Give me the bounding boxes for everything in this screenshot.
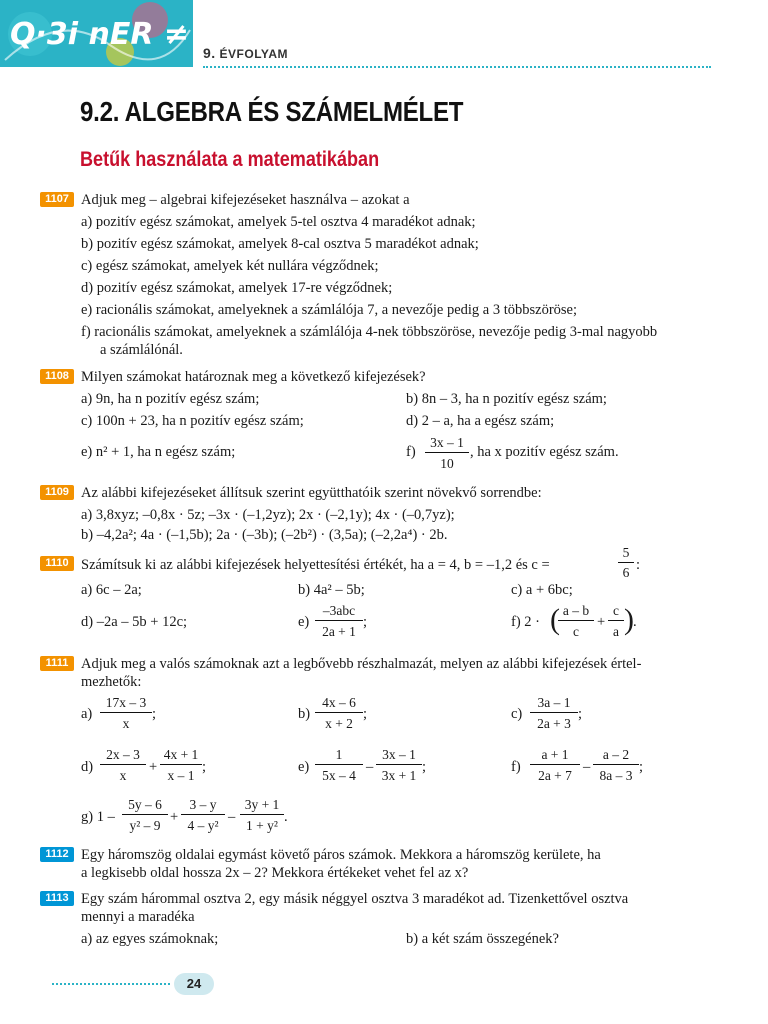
operator: +	[597, 614, 606, 630]
exercise-1110-d: d) –2a – 5b + 12c;	[81, 614, 188, 630]
fraction-denominator: 1 + y²	[246, 818, 278, 833]
exercise-number-badge: 1111	[40, 656, 74, 671]
fraction-denominator: y² – 9	[129, 818, 161, 833]
exercise-1110-intro: Számítsuk ki az alábbi kifejezések helyettesítési értékét, ha a = 4, b = –1,2 és c =	[81, 557, 550, 573]
fraction-numerator: 4x – 6	[322, 695, 356, 710]
fraction-bar	[558, 620, 594, 621]
exercise-1107-a: a) pozitív egész számokat, amelyek 5-tel osztva 4 maradékot adnak;	[81, 214, 476, 230]
fraction-denominator: 2a + 7	[538, 768, 572, 783]
exercise-1110-c: c) a + 6bc;	[511, 582, 573, 598]
fraction-bar	[100, 712, 152, 713]
punctuation: ;	[578, 706, 583, 722]
exercise-1107-b: b) pozitív egész számokat, amelyek 8-cal osztva 5 maradékot adnak;	[81, 236, 479, 252]
exercise-1108-b: b) 8n – 3, ha n pozitív egész szám;	[406, 391, 607, 407]
operator: –	[583, 759, 591, 775]
exercise-1108-e: e) n² + 1, ha n egész szám;	[81, 444, 236, 460]
fraction-numerator: 3x – 1	[382, 747, 416, 762]
fraction-denominator: x – 1	[167, 768, 195, 783]
fraction-denominator: a	[613, 624, 619, 639]
fraction-numerator: 1	[335, 747, 343, 762]
fraction-bar	[425, 452, 469, 453]
exercise-1107-intro: Adjuk meg – algebrai kifejezéseket használva – azokat a	[81, 192, 410, 208]
punctuation: ;	[152, 706, 157, 722]
item-label: e)	[298, 759, 310, 775]
fraction-numerator: 2x – 3	[106, 747, 140, 762]
fraction-denominator: x	[119, 768, 127, 783]
fraction-bar	[122, 814, 168, 815]
exercise-1110-a: a) 6c – 2a;	[81, 582, 142, 598]
exercise-1113-text: Egy szám hárommal osztva 2, egy másik néggyel osztva 3 maradékot ad. Tizenkettővel osztva	[81, 891, 629, 907]
fraction-bar	[315, 764, 363, 765]
fraction-bar	[530, 764, 580, 765]
item-label: a)	[81, 706, 93, 722]
exercise-1108-c: c) 100n + 23, ha n pozitív egész szám;	[81, 413, 304, 429]
fraction-denominator: 5x – 4	[322, 768, 356, 783]
fraction-bar	[618, 562, 634, 563]
exercise-number-badge: 1110	[40, 556, 74, 571]
chapter-title: 9.2. ALGEBRA ÉS SZÁMELMÉLET	[80, 96, 464, 127]
exercise-1113-a: a) az egyes számoknak;	[81, 931, 219, 947]
exercise-1107-f-cont: a számlálónál.	[100, 342, 183, 358]
operator: +	[170, 809, 179, 825]
fraction-denominator: 6	[622, 565, 630, 580]
exercise-1108-f-text: , ha x pozitív egész szám.	[470, 444, 619, 460]
punctuation: ;	[363, 614, 368, 630]
fraction-numerator: c	[613, 603, 619, 618]
exercise-1111-intro: Adjuk meg a valós számoknak azt a legbővebb részhalmazát, melyen az alábbi kifejezések értel-	[81, 656, 642, 672]
exercise-1109-intro: Az alábbi kifejezéseket állítsuk szerint együtthatóik szerint növekvő sorrendbe:	[81, 485, 542, 501]
exercise-1107-f: f) racionális számokat, amelyeknek a számlálója 4-nek többszöröse, nevezője pedig 3-mal nagyobb	[81, 324, 658, 340]
series-logo	[0, 0, 193, 67]
logo-artwork	[0, 0, 193, 67]
section-title: Betűk használata a matematikában	[80, 148, 380, 171]
logo-text: Q·3i nER ≠	[10, 17, 190, 52]
fraction-bar	[608, 620, 624, 621]
fraction-bar	[181, 814, 225, 815]
exercise-1109-b: b) –4,2a²; 4a · (–1,5b); 2a · (–3b); (–2b²) · (3,5a); (–2,2a⁴) · 2b.	[81, 527, 448, 543]
header-dotted-rule	[203, 66, 711, 68]
operator: +	[149, 759, 158, 775]
exercise-1108-intro: Milyen számokat határoznak meg a következő kifejezések?	[81, 369, 426, 385]
item-label: b)	[298, 706, 311, 722]
fraction-bar	[315, 712, 363, 713]
punctuation: .	[284, 809, 288, 825]
fraction-denominator: c	[573, 624, 579, 639]
page-number: 24	[174, 973, 214, 995]
fraction-denominator: x + 2	[325, 716, 353, 731]
item-label: c)	[511, 706, 523, 722]
punctuation: :	[636, 557, 641, 573]
exercise-1110-b: b) 4a² – 5b;	[298, 582, 365, 598]
exercise-1113-text-cont: mennyi a maradéka	[81, 909, 195, 925]
fraction-numerator: 3a – 1	[537, 695, 571, 710]
exercise-1108-a: a) 9n, ha n pozitív egész szám;	[81, 391, 260, 407]
fraction-bar	[593, 764, 639, 765]
grade-word: ÉVFOLYAM	[219, 47, 288, 61]
fraction-numerator: 4x + 1	[163, 747, 199, 762]
fraction-bar	[315, 620, 363, 621]
fraction-bar	[376, 764, 422, 765]
exercise-number-badge: 1112	[40, 847, 74, 862]
operator: –	[366, 759, 374, 775]
fraction-numerator: 3y + 1	[244, 797, 280, 812]
fraction-denominator: x	[122, 716, 130, 731]
fraction-denominator: 8a – 3	[599, 768, 633, 783]
grade-label	[203, 45, 288, 61]
exercise-1107-d: d) pozitív egész számokat, amelyek 17-re végződnek;	[81, 280, 393, 296]
exercise-1108-f-label: f)	[406, 444, 416, 460]
punctuation: ;	[422, 759, 427, 775]
footer-dotted-rule	[52, 983, 170, 985]
exercise-1112-text: Egy háromszög oldalai egymást követő páros számok. Mekkora a háromszög kerülete, ha	[81, 847, 601, 863]
fraction-denominator: 10	[440, 456, 454, 471]
punctuation: ;	[202, 759, 207, 775]
punctuation: .	[633, 614, 637, 630]
parenthesis: (	[550, 603, 560, 636]
fraction-numerator: 17x – 3	[105, 695, 147, 710]
exercise-number-badge: 1109	[40, 485, 74, 500]
exercise-1113-b: b) a két szám összegének?	[406, 931, 559, 947]
fraction-numerator: –3abc	[322, 603, 356, 618]
exercise-number-badge: 1113	[40, 891, 74, 906]
fraction-numerator: a – b	[562, 603, 590, 618]
fraction-numerator: 5y – 6	[128, 797, 162, 812]
exercise-number-badge: 1107	[40, 192, 74, 207]
exercise-1107-e: e) racionális számokat, amelyeknek a számlálója 7, a nevezője pedig a 3 többszöröse;	[81, 302, 578, 318]
exercise-1111-intro-cont: mezhetők:	[81, 674, 142, 690]
grade-number: 9.	[203, 45, 216, 61]
fraction-bar	[160, 764, 202, 765]
punctuation: ;	[639, 759, 644, 775]
fraction-numerator: 5	[622, 545, 630, 560]
item-label: g) 1 –	[81, 809, 115, 825]
fraction-denominator: 4 – y²	[187, 818, 219, 833]
fraction-denominator: 2a + 1	[322, 624, 356, 639]
fraction-numerator: a – 2	[602, 747, 630, 762]
fraction-numerator: 3x – 1	[430, 435, 464, 450]
fraction-denominator: 2a + 3	[537, 716, 571, 731]
fraction-bar	[100, 764, 146, 765]
exercise-1107-c: c) egész számokat, amelyek két nullára végződnek;	[81, 258, 379, 274]
fraction-bar	[240, 814, 284, 815]
fraction-bar	[530, 712, 578, 713]
punctuation: ;	[363, 706, 368, 722]
fraction-denominator: 3x + 1	[381, 768, 417, 783]
fraction-numerator: 3 – y	[189, 797, 217, 812]
item-label: d)	[81, 759, 94, 775]
exercise-1110-e-label: e)	[298, 614, 310, 630]
item-label: f)	[511, 759, 521, 775]
exercise-1112-text-cont: a legkisebb oldal hossza 2x – 2? Mekkora értékeket vehet fel az x?	[81, 865, 469, 881]
operator: –	[228, 809, 236, 825]
fraction-numerator: a + 1	[541, 747, 569, 762]
exercise-1110-f-label: f) 2 ·	[511, 614, 540, 630]
exercise-1108-d: d) 2 – a, ha a egész szám;	[406, 413, 555, 429]
exercise-1109-a: a) 3,8xyz; –0,8x · 5z; –3x · (–1,2yz); 2x · (–2,1y); 4x · (–0,7yz);	[81, 507, 455, 523]
exercise-number-badge: 1108	[40, 369, 74, 384]
parenthesis: )	[624, 603, 634, 636]
